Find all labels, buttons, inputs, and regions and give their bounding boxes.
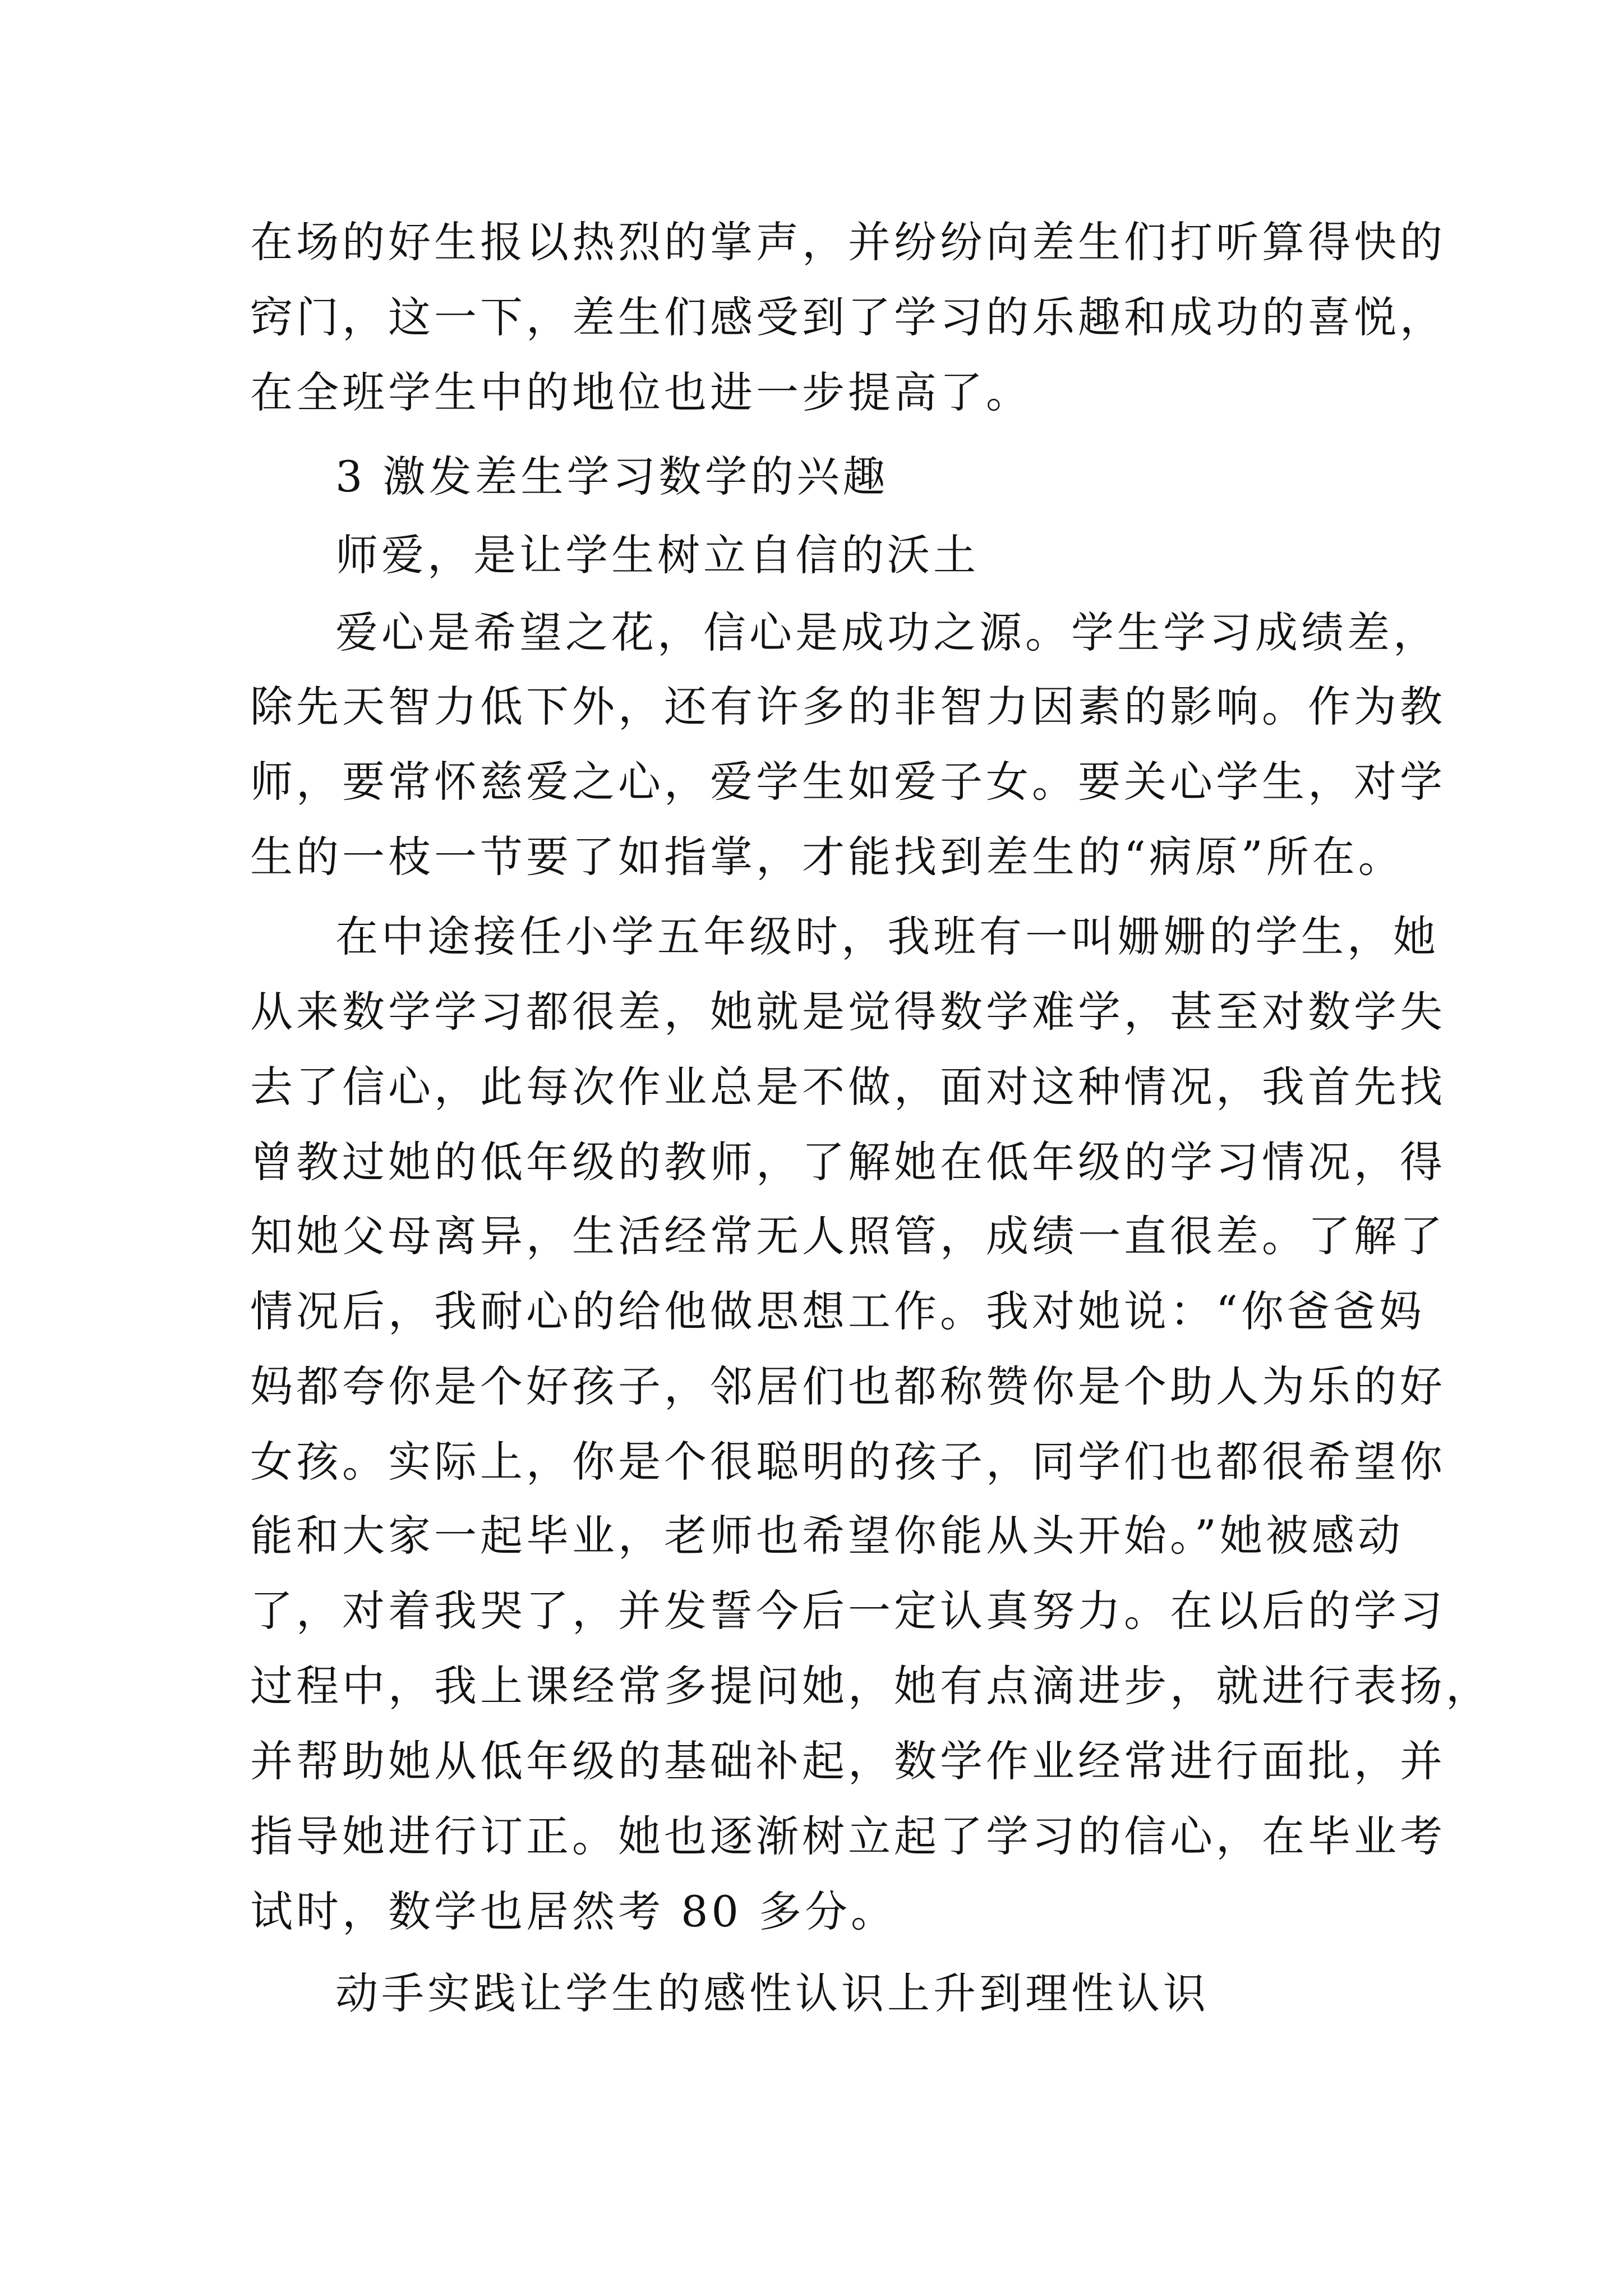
text-line: 爱心是希望之花，信心是成功之源。学生学习成绩差， (335, 608, 1439, 657)
text-line: 曾教过她的低年级的教师，了解她在低年级的学习情况，得 (250, 1137, 1446, 1187)
text-line: 试时，数学也居然考 80 多分。 (250, 1887, 897, 1936)
text-line: 情况后，我耐心的给他做思想工作。我对她说：“你爸爸妈 (250, 1286, 1425, 1336)
subheading: 动手实践让学生的感性认识上升到理性认识 (335, 1968, 1209, 2018)
text-line: 除先天智力低下外，还有许多的非智力因素的影响。作为教 (250, 682, 1446, 731)
text-line: 妈都夸你是个好孩子，邻居们也都称赞你是个助人为乐的好 (250, 1361, 1446, 1411)
text-line: 能和大家一起毕业，老师也希望你能从头开始。”她被感动 (250, 1511, 1404, 1561)
text-line: 知她父母离异，生活经常无人照管，成绩一直很差。了解了 (250, 1211, 1446, 1261)
text-line: 在全班学生中的地位也进一步提高了。 (250, 367, 1032, 417)
text-line: 从来数学学习都很差，她就是觉得数学难学，甚至对数学失 (250, 987, 1446, 1037)
text-line: 师，要常怀慈爱之心，爱学生如爱子女。要关心学生，对学 (250, 757, 1446, 807)
section-heading: 3 激发差生学习数学的兴趣 (335, 452, 889, 501)
text-line: 指导她进行订正。她也逐渐树立起了学习的信心，在毕业考 (250, 1811, 1446, 1861)
text-line: 去了信心，此每次作业总是不做，面对这种情况，我首先找 (250, 1062, 1446, 1112)
text-line: 生的一枝一节要了如指掌，才能找到差生的“病原”所在。 (250, 832, 1404, 882)
subheading: 师爱，是让学生树立自信的沃土 (335, 530, 979, 580)
text-line: 女孩。实际上，你是个很聪明的孩子，同学们也都很希望你 (250, 1437, 1446, 1487)
text-line: 并帮助她从低年级的基础补起，数学作业经常进行面批，并 (250, 1736, 1446, 1786)
text-line: 在中途接任小学五年级时，我班有一叫姗姗的学生，她 (335, 912, 1439, 961)
text-line: 窍门，这一下，差生们感受到了学习的乐趣和成功的喜悦， (250, 292, 1446, 342)
text-line: 在场的好生报以热烈的掌声，并纷纷向差生们打听算得快的 (250, 217, 1446, 267)
text-line: 了，对着我哭了，并发誓今后一定认真努力。在以后的学习 (250, 1586, 1446, 1636)
text-line: 过程中，我上课经常多提问她，她有点滴进步，就进行表扬， (250, 1661, 1492, 1711)
